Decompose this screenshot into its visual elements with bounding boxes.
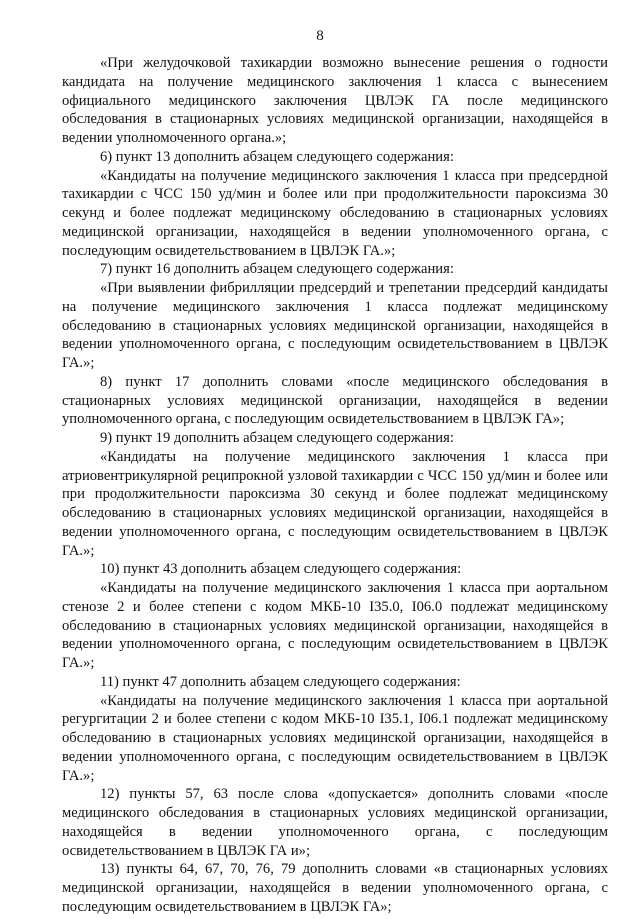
paragraph-14: 13) пункты 64, 67, 70, 76, 79 дополнить словами «в стационарных условиях медицинской организации, находящейся в ведении уполномоченного органа, с последующим освидетельствованием в ЦВЛЭК ГА»; [62, 861, 608, 915]
paragraph-8: «Кандидаты на получение медицинского заключения 1 класса при атриовентрикулярной реципрокной узловой тахикардии с ЧСС 150 уд/мин и более или при продолжительности пароксизма 30 секунд и более подлежат медицинскому обследованию в стационарных условиях медицинской организации, находящейся в ведении уполномоченного органа, с последующим освидетельствованием в ЦВЛЭК ГА.»; [62, 448, 608, 559]
paragraph-11: 11) пункт 47 дополнить абзацем следующего содержания: [100, 673, 461, 690]
paragraph-3: «Кандидаты на получение медицинского заключения 1 класса при предсердной тахикардии с ЧСС 150 уд/мин и более или при продолжительности пароксизма 30 секунд и более подлежат медицинскому обследованию в стационарных условиях медицинской организации, находящейся в ведении уполномоченного органа, с последующим освидетельствованием в ЦВЛЭК ГА.»; [62, 167, 608, 259]
paragraph-6: 8) пункт 17 дополнить словами «после медицинского обследования в стационарных условиях медицинской организации, находящейся в ведении уполномоченного органа, с последующим освидетельствованием в ЦВЛЭК ГА»; [62, 373, 608, 428]
paragraph-7: 9) пункт 19 дополнить абзацем следующего содержания: [100, 430, 454, 446]
paragraph-5: «При выявлении фибрилляции предсердий и трепетании предсердий кандидаты на получение медицинского заключения 1 класса подлежат медицинскому обследованию в стационарных условиях медицинской организации, находящейся в ведении уполномоченного органа, с последующим освидетельствованием в ЦВЛЭК ГА.»; [62, 280, 608, 371]
paragraph-1: «При желудочковой тахикардии возможно вынесение решения о годности кандидата на получение медицинского заключения 1 класса с вынесением официального медицинского заключения ЦВЛЭК ГА после медицинского обследования в стационарных условиях медицинской организации, находящейся в ведении уполномоченного органа.»; [62, 55, 608, 146]
paragraph-12: «Кандидаты на получение медицинского заключения 1 класса при аортальной регургитации 2 и более степени с кодом МКБ-10 I35.1, I06.1 подлежат медицинскому обследованию в стационарных условиях медицинской организации, находящейся в ведении уполномоченного органа, с последующим освидетельствованием в ЦВЛЭК ГА.»; [62, 692, 608, 784]
paragraph-10: «Кандидаты на получение медицинского заключения 1 класса при аортальном стенозе 2 и более степени с кодом МКБ-10 I35.0, I06.0 подлежат медицинскому обследованию в стационарных условиях медицинской организации, находящейся в ведении уполномоченного органа, с последующим освидетельствованием в ЦВЛЭК ГА.»; [62, 580, 608, 671]
paragraph-4: 7) пункт 16 дополнить абзацем следующего содержания: [100, 261, 454, 278]
page-number: 8 [316, 28, 324, 44]
paragraph-13: 12) пункты 57, 63 после слова «допускается» дополнить словами «после медицинского обследования в стационарных условиях медицинской организации, находящейся в ведении уполномоченного органа, с последующим освидетельствованием в ЦВЛЭК ГА и»; [62, 786, 608, 859]
paragraph-9: 10) пункт 43 дополнить абзацем следующего содержания: [100, 561, 462, 578]
paragraph-2: 6) пункт 13 дополнить абзацем следующего содержания: [100, 148, 454, 165]
document-body [62, 54, 608, 917]
